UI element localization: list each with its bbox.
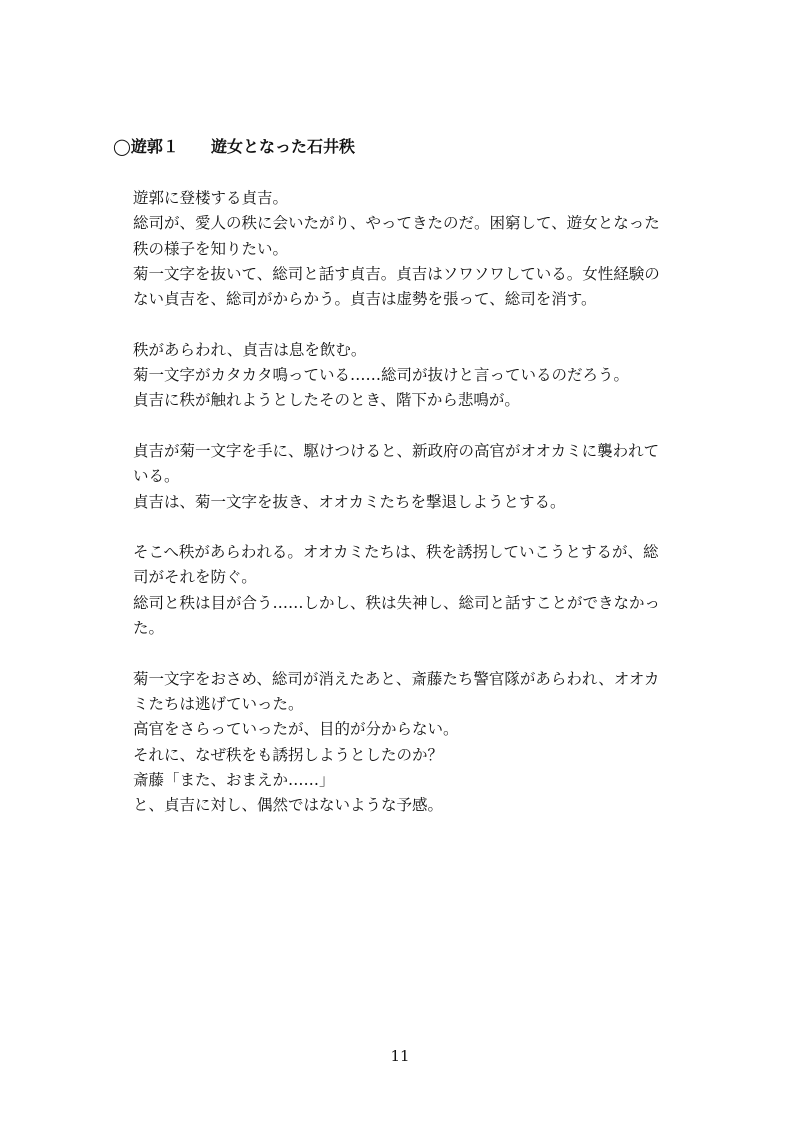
text-line: 貞吉に秩が触れようとしたそのとき、階下から悲鳴が。: [133, 391, 520, 410]
text-line: 遊郭に登楼する貞吉。: [133, 189, 289, 207]
text-line: 総司が、愛人の秩に会いたがり、やってきたのだ。困窮して、遊女となった: [133, 214, 660, 233]
text-line: 菊一文字を抜いて、総司と話す貞吉。貞吉はソワソワしている。女性経験の: [133, 264, 660, 283]
paragraph-gap: [133, 641, 693, 666]
text-line: ない貞吉を、総司がからかう。貞吉は虚勢を張って、総司を消す。: [133, 290, 597, 309]
text-line: 秩の様子を知りたい。: [133, 239, 289, 258]
text-line: 菊一文字がカタカタ鳴っている……総司が抜けと言っているのだろう。: [133, 366, 630, 385]
text-line: いる。: [133, 467, 180, 486]
paragraph-gap: [133, 515, 693, 540]
text-line: 秩があらわれ、貞吉は息を飲む。: [133, 340, 367, 359]
text-line: 貞吉が菊一文字を手に、駆けつけると、新政府の高官がオオカミに襲われて: [133, 441, 660, 460]
scene-number: ◯遊郭１: [113, 137, 179, 156]
text-line: 総司と秩は目が合う……しかし、秩は失神し、総司と話すことができなかっ: [133, 593, 661, 612]
text-line: た。: [133, 619, 165, 638]
text-line: それに、なぜ秩をも誘拐しようとしたのか？: [133, 745, 444, 764]
scene-title: 遊女となった石井秩: [211, 137, 356, 156]
text-line: そこへ秩があらわれる。オオカミたちは、秩を誘拐していこうとするが、総: [133, 543, 659, 562]
paragraph-gap: [133, 414, 693, 439]
scene-body: [133, 186, 693, 818]
text-line: ミたちは逃げていった。: [133, 694, 304, 713]
page-number: 11: [390, 1047, 410, 1065]
text-line: 貞吉は、菊一文字を抜き、オオカミたちを撃退しようとする。: [133, 492, 566, 511]
scene-heading: [113, 136, 355, 158]
text-line: と、貞吉に対し、偶然ではないような予感。: [133, 796, 444, 815]
text-line: 斎藤「また、おまえか……」: [133, 770, 335, 789]
text-line: 高官をさらっていったが、目的が分からない。: [133, 720, 459, 739]
text-line: 菊一文字をおさめ、総司が消えたあと、斎藤たち警官隊があらわれ、オオカ: [133, 669, 660, 688]
paragraph-gap: [133, 312, 693, 337]
text-line: 司がそれを防ぐ。: [133, 568, 257, 587]
